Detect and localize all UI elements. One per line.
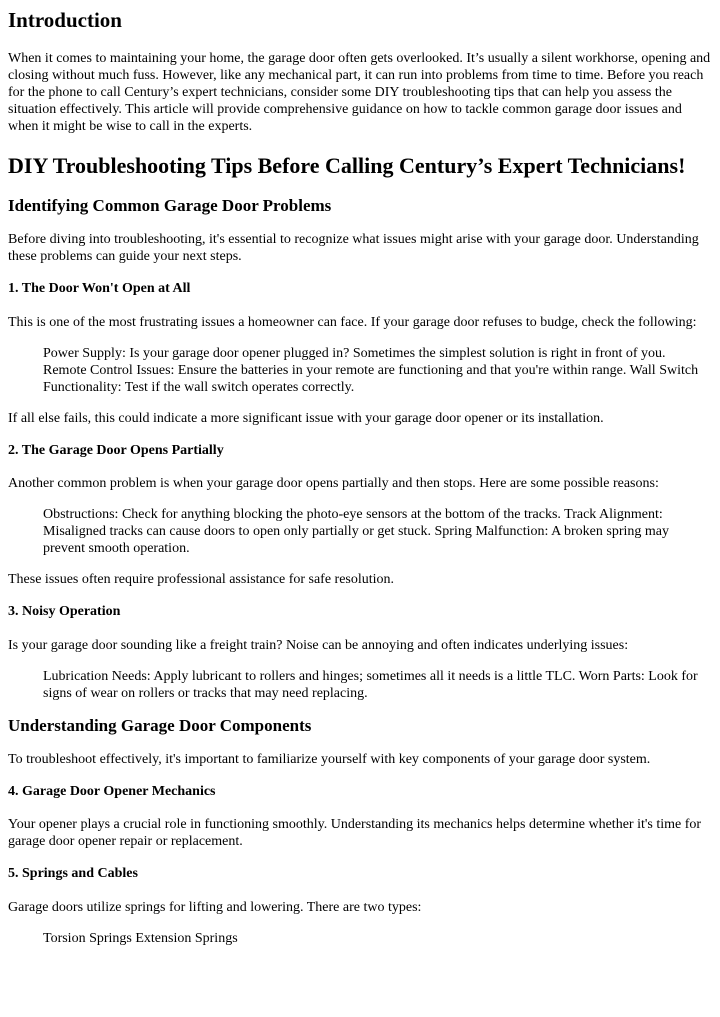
intro-paragraph: When it comes to maintaining your home, the garage door often gets overlooked. It’s usually a silent workhorse, opening and closing without much fuss. However, like any mechanical part, it can run into problems from time to time. Before you reach for the phone to call Century’s expert technicians, consider some DIY troubleshooting tips that can help you assess the situation effectively. This article will provide comprehensive guidance on how to tackle common garage door issues and when it might be wise to call in the experts. (8, 51, 711, 135)
item-heading-opener-mechanics: 4. Garage Door Opener Mechanics (8, 783, 216, 799)
item-text-noisy-operation: Is your garage door sounding like a freight train? Noise can be annoying and often indicates underlying issues: (8, 638, 629, 654)
item-text-opens-partially: Another common problem is when your garage door opens partially and then stops. Here are some possible reasons: (8, 476, 659, 492)
section-heading-common-problems: Identifying Common Garage Door Problems (8, 196, 332, 216)
intro-heading: Introduction (8, 8, 122, 32)
item-list-opens-partially: Obstructions: Check for anything blocking the photo-eye sensors at the bottom of the tracks. Track Alignment: Misaligned tracks can cause doors to open only partially or get stuck. Spring Malfunction: A broken spring may prevent smooth operation. (43, 507, 669, 557)
item-heading-opens-partially: 2. The Garage Door Opens Partially (8, 442, 224, 458)
section-intro-common-problems: Before diving into troubleshooting, it's essential to recognize what issues might arise with your garage door. Understanding these problems can guide your next steps. (8, 231, 699, 264)
item-list-noisy-operation: Lubrication Needs: Apply lubricant to rollers and hinges; sometimes all it needs is a little TLC. Worn Parts: Look for signs of wear on rollers or tracks that may need replacing. (43, 669, 698, 702)
item-heading-noisy-operation: 3. Noisy Operation (8, 604, 121, 620)
item-text-opener-mechanics: Your opener plays a crucial role in functioning smoothly. Understanding its mechanics helps determine whether it's time for garage door opener repair or replacement. (8, 817, 702, 850)
item-after-wont-open: If all else fails, this could indicate a more significant issue with your garage door opener or its installation. (8, 410, 604, 426)
item-text-springs-cables: Garage doors utilize springs for lifting and lowering. There are two types: (8, 900, 422, 916)
section-heading-components: Understanding Garage Door Components (8, 716, 312, 736)
item-list-wont-open: Power Supply: Is your garage door opener plugged in? Sometimes the simplest solution is right in front of you. Remote Control Issues: Ensure the batteries in your remote are functioning and that you're within range. Wall Switch Functionality: Test if the wall switch operates correctly. (43, 345, 699, 395)
item-after-opens-partially: These issues often require professional assistance for safe resolution. (8, 572, 395, 588)
item-list-springs-cables: Torsion Springs Extension Springs (43, 931, 238, 947)
item-text-wont-open: This is one of the most frustrating issues a homeowner can face. If your garage door refuses to budge, check the following: (8, 314, 697, 330)
main-heading: DIY Troubleshooting Tips Before Calling Century’s Expert Technicians! (8, 153, 686, 179)
item-heading-springs-cables: 5. Springs and Cables (8, 866, 138, 882)
item-heading-wont-open: 1. The Door Won't Open at All (8, 280, 191, 296)
section-intro-components: To troubleshoot effectively, it's important to familiarize yourself with key components of your garage door system. (8, 751, 651, 767)
